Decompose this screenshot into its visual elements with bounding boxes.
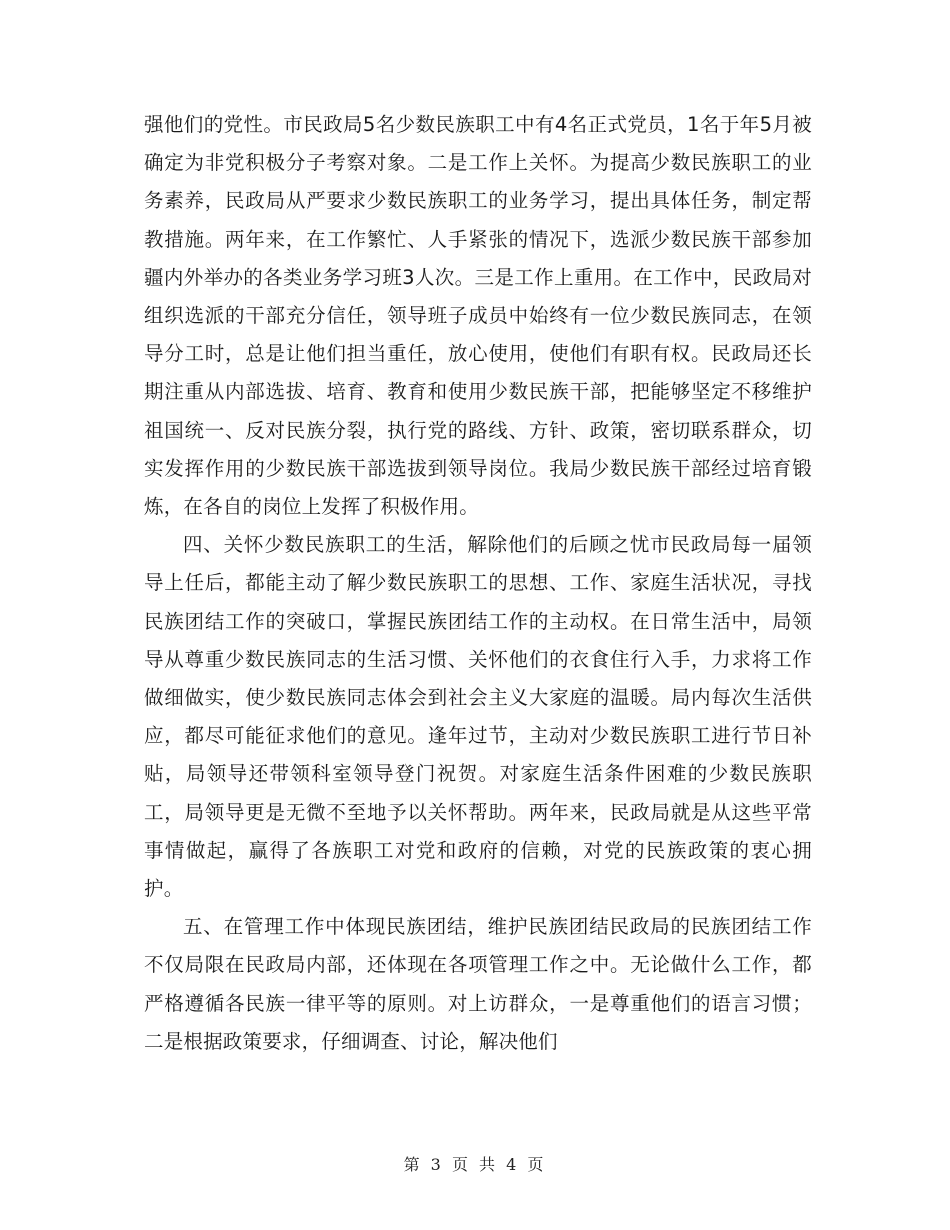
paragraph-section-five: 五、在管理工作中体现民族团结，维护民族团结民政局的民族团结工作不仅局限在民政局内部，还体现在各项管理工作之中。无论做什么工作，都严格遵循各民族一律平等的原则。对上访群众，一是尊重他们的语言习惯；二是根据政策要求，仔细调查、讨论，解决他们 bbox=[144, 915, 812, 1053]
document-body bbox=[144, 106, 812, 1061]
page-number-footer: 第 3 页 共 4 页 bbox=[403, 1155, 547, 1174]
paragraph-cadre-care: 强他们的党性。市民政局5名少数民族职工中有4名正式党员，1名于年5月被确定为非党积极分子考察对象。二是工作上关怀。为提高少数民族职工的业务素养，民政局从严要求少数民族职工的业务学习，提出具体任务，制定帮教措施。两年来，在工作繁忙、人手紧张的情况下，选派少数民族干部参加疆内外举办的各类业务学习班3人次。三是工作上重用。在工作中，民政局对组织选派的干部充分信任，领导班子成员中始终有一位少数民族同志，在领导分工时，总是让他们担当重任，放心使用，使他们有职有权。民政局还长期注重从内部选拔、培育、教育和使用少数民族干部，把能够坚定不移维护祖国统一、反对民族分裂，执行党的路线、方针、政策，密切联系群众，切实发挥作用的少数民族干部选拔到领导岗位。我局少数民族干部经过培育锻炼，在各自的岗位上发挥了积极作用。 bbox=[144, 113, 812, 519]
paragraph-section-four: 四、关怀少数民族职工的生活，解除他们的后顾之忧市民政局每一届领导上任后，都能主动了解少数民族职工的思想、工作、家庭生活状况，寻找民族团结工作的突破口，掌握民族团结工作的主动权。在日常生活中，局领导从尊重少数民族同志的生活习惯、关怀他们的衣食住行入手，力求将工作做细做实，使少数民族同志体会到社会主义大家庭的温暖。局内每次生活供应，都尽可能征求他们的意见。逢年过节，主动对少数民族职工进行节日补贴，局领导还带领科室领导登门祝贺。对家庭生活条件困难的少数民族职工，局领导更是无微不至地予以关怀帮助。两年来，民政局就是从这些平常事情做起，赢得了各族职工对党和政府的信赖，对党的民族政策的衷心拥护。 bbox=[144, 533, 812, 901]
